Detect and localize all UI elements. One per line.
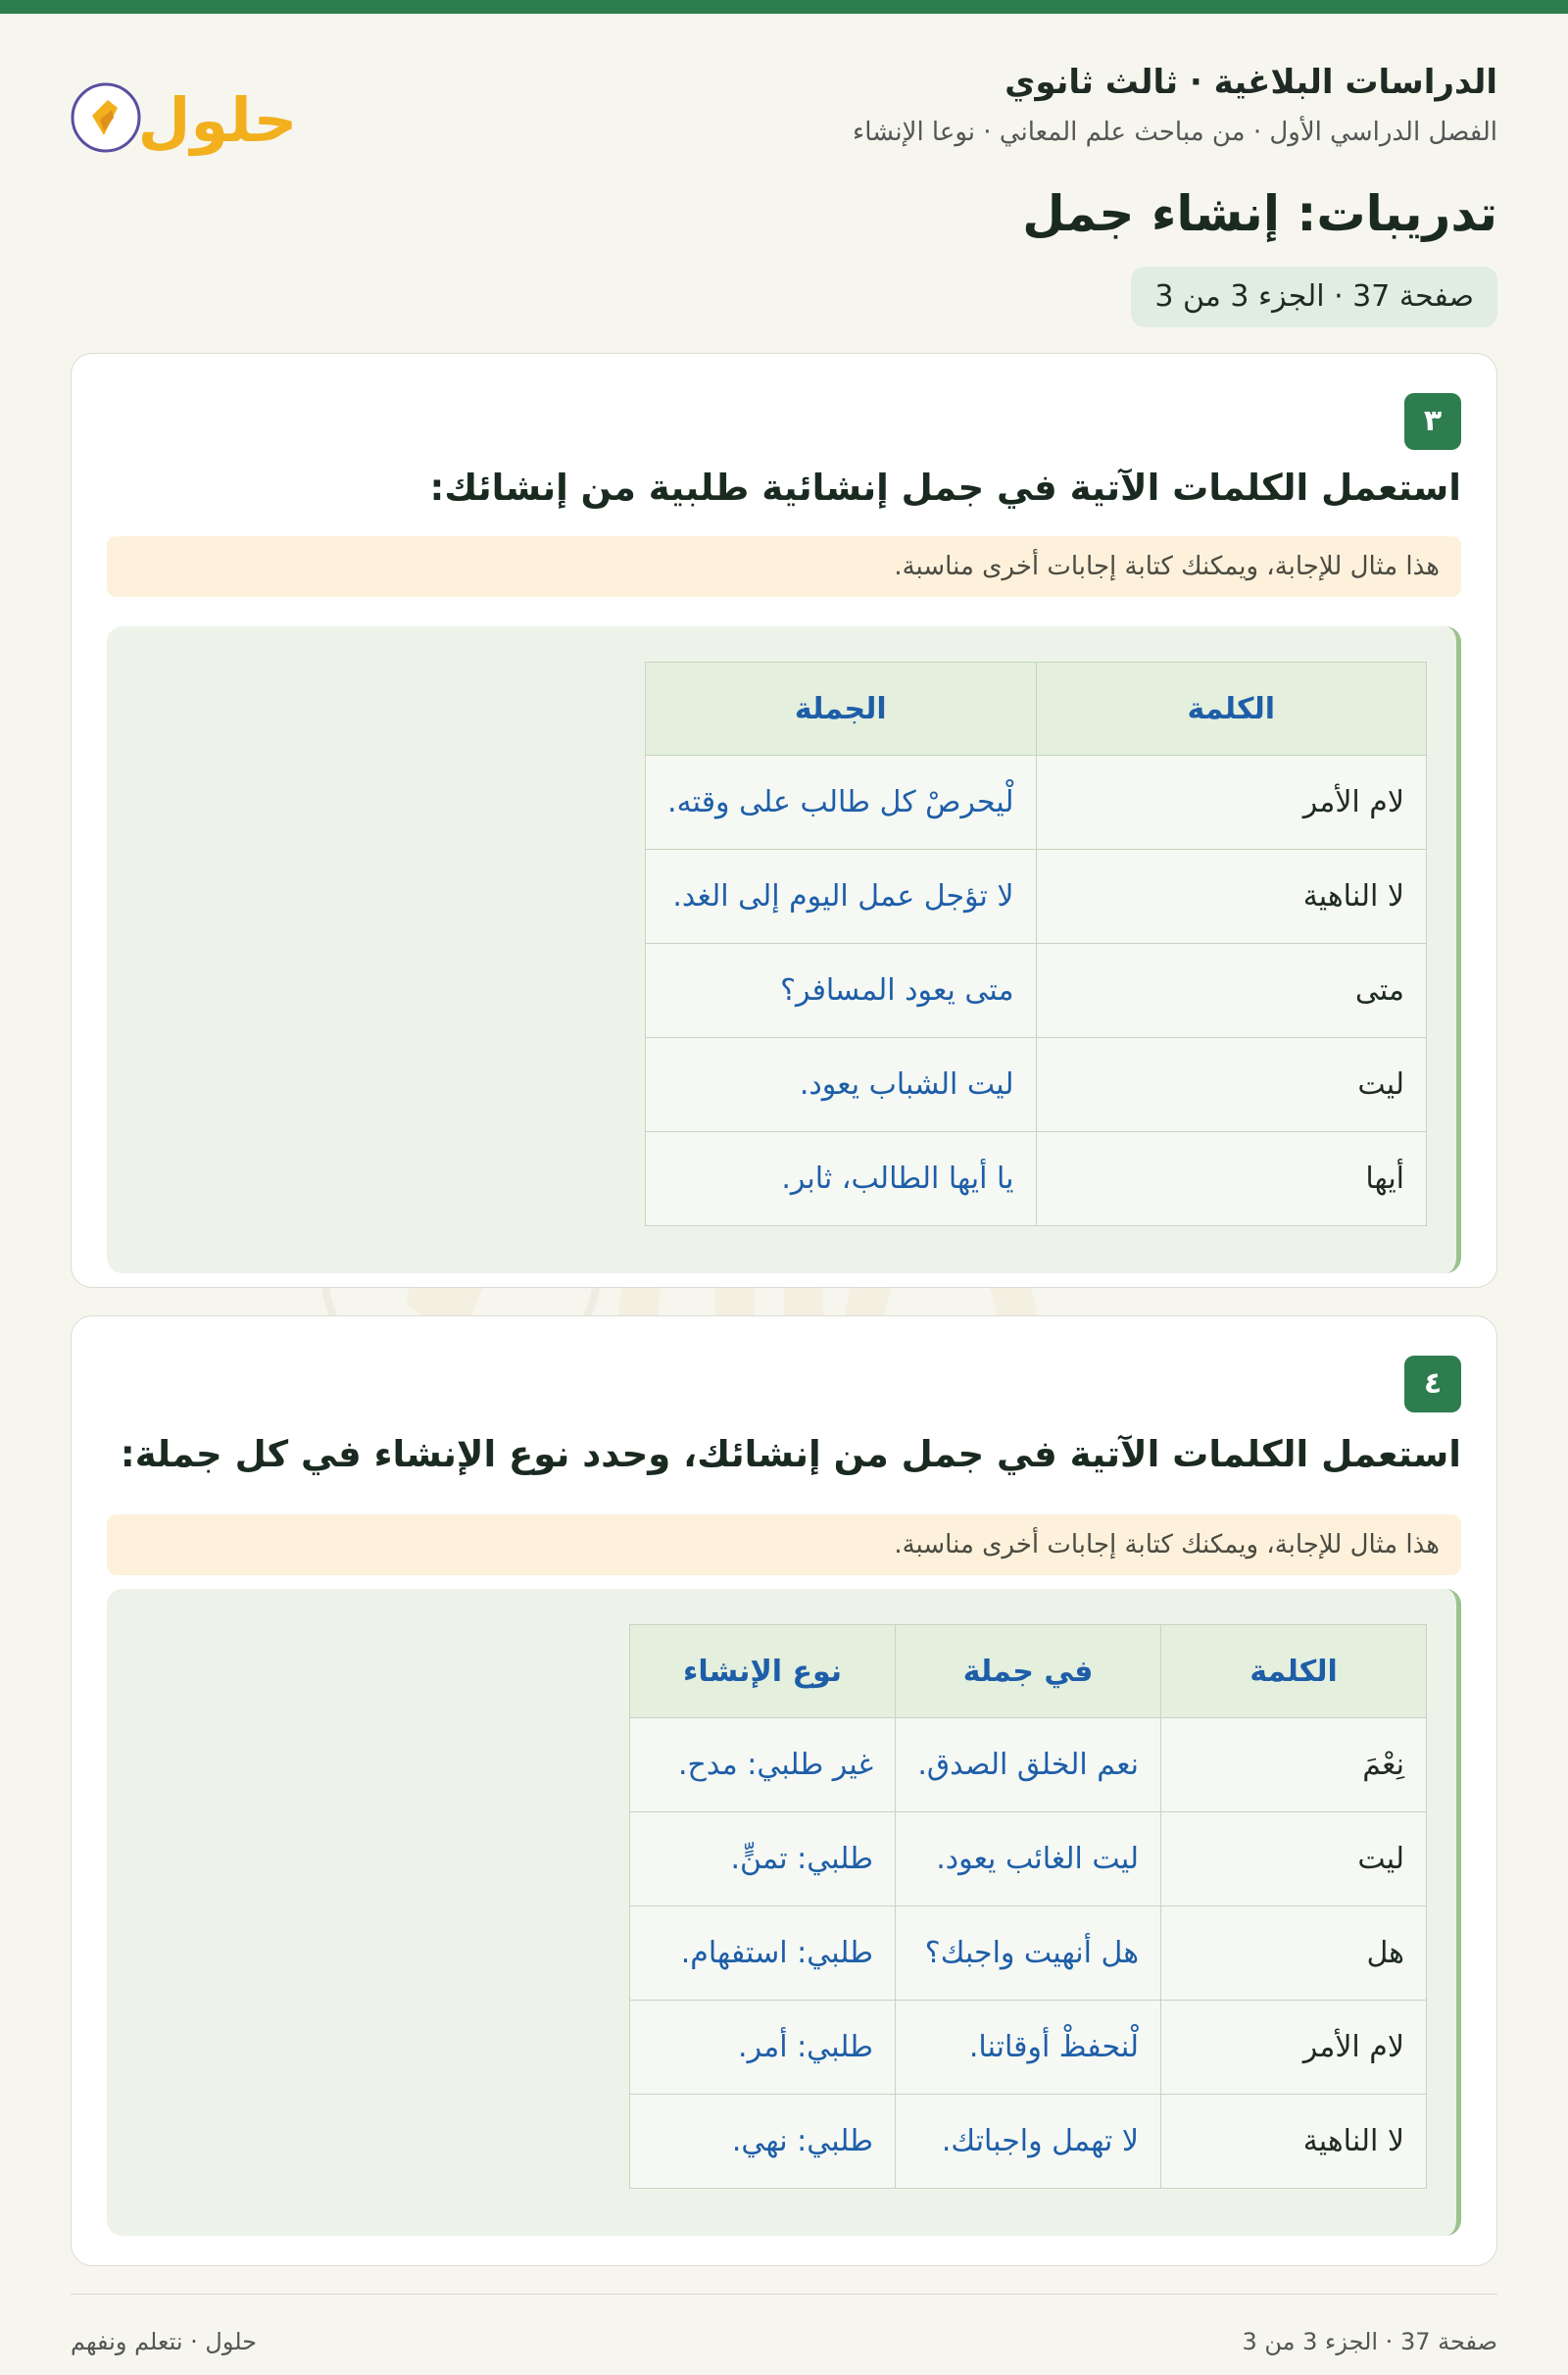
sentence-cell: نعم الخلق الصدق. <box>896 1718 1161 1812</box>
word-cell: هل <box>1161 1906 1427 2001</box>
word-cell: ليت <box>1036 1038 1426 1132</box>
exercise-number: ٣ <box>1404 393 1461 450</box>
breadcrumb: الفصل الدراسي الأول · من مباحث علم المعاني · نوعا الإنشاء <box>853 118 1497 147</box>
answer-panel <box>107 626 1461 1273</box>
column-header-sentence: الجملة <box>646 663 1036 756</box>
sentence-cell: متى يعود المسافر؟ <box>646 944 1036 1038</box>
word-cell: نِعْمَ <box>1161 1718 1427 1812</box>
answer-table <box>629 1624 1427 2189</box>
column-header-word: الكلمة <box>1036 663 1426 756</box>
table-row <box>630 1718 1427 1812</box>
sentence-cell: لْنحفظْ أوقاتنا. <box>896 2001 1161 2095</box>
table-row <box>646 944 1427 1038</box>
word-cell: أيها <box>1036 1132 1426 1226</box>
answer-note: هذا مثال للإجابة، ويمكنك كتابة إجابات أخرى مناسبة. <box>107 536 1461 597</box>
exercise-card-3 <box>71 353 1497 1288</box>
sentence-cell: ليت الشباب يعود. <box>646 1038 1036 1132</box>
type-cell: طلبي: تمنٍّ. <box>630 1812 896 1906</box>
sentence-cell: لْيحرصْ كل طالب على وقته. <box>646 756 1036 850</box>
sentence-cell: يا أيها الطالب، ثابر. <box>646 1132 1036 1226</box>
column-header-word: الكلمة <box>1161 1625 1427 1718</box>
exercise-prompt: استعمل الكلمات الآتية في جمل من إنشائك، وحدد نوع الإنشاء في كل جملة: <box>120 1433 1461 1475</box>
footer-brand: حلول · نتعلم ونفهم <box>71 2328 257 2355</box>
table-row <box>630 1812 1427 1906</box>
book-icon <box>71 71 296 165</box>
table-row <box>646 1038 1427 1132</box>
table-row <box>646 850 1427 944</box>
type-cell: طلبي: استفهام. <box>630 1906 896 2001</box>
hulul-logo <box>71 71 296 165</box>
word-cell: لام الأمر <box>1036 756 1426 850</box>
logo-text: حلول <box>137 84 296 156</box>
table-header-row <box>646 663 1427 756</box>
word-cell: لا الناهية <box>1161 2095 1427 2189</box>
word-cell: لام الأمر <box>1161 2001 1427 2095</box>
type-cell: طلبي: أمر. <box>630 2001 896 2095</box>
page-title: تدريبات: إنشاء جمل <box>1022 185 1497 242</box>
table-header-row <box>630 1625 1427 1718</box>
table-row <box>630 1906 1427 2001</box>
subject-title: الدراسات البلاغية · ثالث ثانوي <box>1004 63 1497 102</box>
exercise-card-4 <box>71 1315 1497 2266</box>
exercise-number: ٤ <box>1404 1356 1461 1412</box>
table-row <box>646 756 1427 850</box>
word-cell: متى <box>1036 944 1426 1038</box>
sentence-cell: هل أنهيت واجبك؟ <box>896 1906 1161 2001</box>
exercise-prompt: استعمل الكلمات الآتية في جمل إنشائية طلبية من إنشائك: <box>429 467 1461 509</box>
answer-panel <box>107 1589 1461 2236</box>
table-row <box>630 2001 1427 2095</box>
page-footer <box>71 2294 1497 2373</box>
sentence-cell: ليت الغائب يعود. <box>896 1812 1161 1906</box>
answer-note: هذا مثال للإجابة، ويمكنك كتابة إجابات أخرى مناسبة. <box>107 1514 1461 1575</box>
page-header <box>71 14 1497 347</box>
word-cell: ليت <box>1161 1812 1427 1906</box>
column-header-sentence: في جملة <box>896 1625 1161 1718</box>
table-row <box>646 1132 1427 1226</box>
sentence-cell: لا تهمل واجباتك. <box>896 2095 1161 2189</box>
answer-table <box>645 662 1427 1226</box>
page-badge: صفحة 37 · الجزء 3 من 3 <box>1131 267 1497 327</box>
table-row <box>630 2095 1427 2189</box>
type-cell: طلبي: نهي. <box>630 2095 896 2189</box>
column-header-type: نوع الإنشاء <box>630 1625 896 1718</box>
top-accent-bar <box>0 0 1568 14</box>
sentence-cell: لا تؤجل عمل اليوم إلى الغد. <box>646 850 1036 944</box>
type-cell: غير طلبي: مدح. <box>630 1718 896 1812</box>
word-cell: لا الناهية <box>1036 850 1426 944</box>
footer-page-info: صفحة 37 · الجزء 3 من 3 <box>1242 2328 1497 2355</box>
